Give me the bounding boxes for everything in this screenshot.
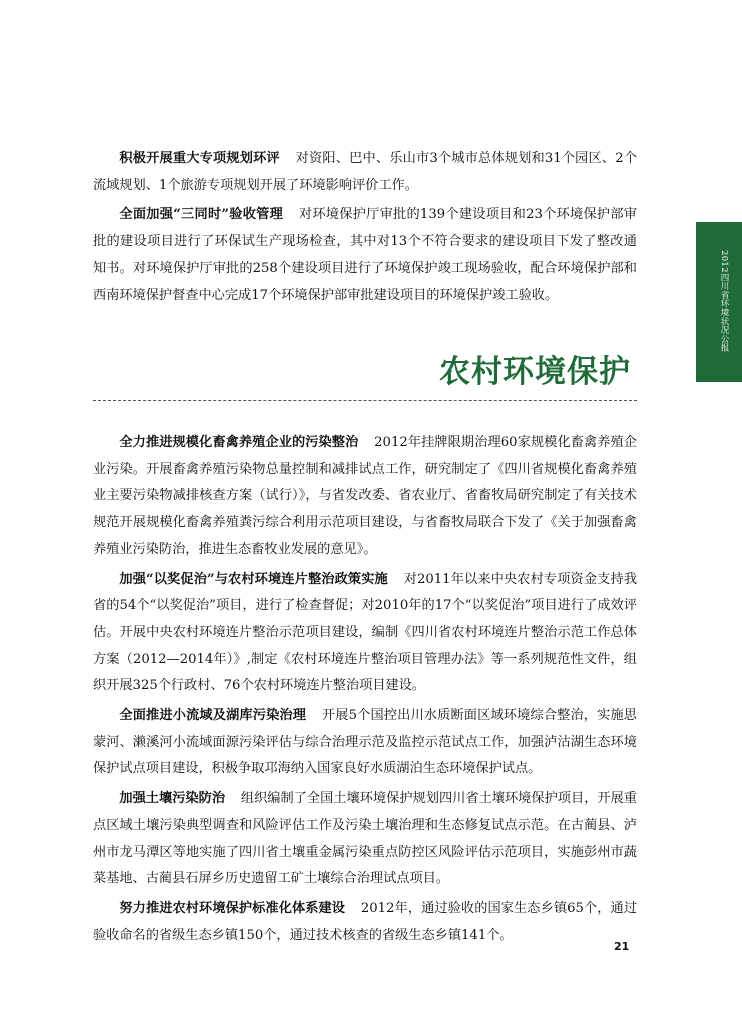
paragraph-soil xyxy=(93,786,637,893)
paragraph-body: 开展5个国控出川水质断面区域环境综合整治，实施思蒙河、濑溪河小流域面源污染评估与综合治理示范及监控示范试点工作，加强泸沽湖生态环境保护试点项目建设，积极争取邛海纳入国家良好水质湖泊生态环境保护试点。 xyxy=(93,708,637,777)
sidebar-label: 2012四川省环境状况公报 xyxy=(719,249,729,353)
paragraph-body: 对资阳、巴中、乐山市3个城市总体规划和31个园区、2个流域规划、1个旅游专项规划开展了环境影响评价工作。 xyxy=(93,151,638,193)
paragraph-livestock xyxy=(93,430,637,564)
paragraph-lead: 全面推进小流域及湖库污染治理 xyxy=(119,708,307,724)
section-heading xyxy=(93,344,637,406)
paragraph-body: 2012年挂牌限期治理60家规模化畜禽养殖企业污染。开展畜禽养殖污染物总量控制和减排试点工作，研究制定了《四川省规模化畜禽养殖业主要污染物减排核查方案（试行）》，与省发改委、省农业厅、省畜牧局研究制定了有关技术规范开展规模化畜禽养殖粪污综合利用示范项目建设，与省畜牧局联合下发了《关于加强畜禽养殖业污染防治，推进生态畜牧业发展的意见》。 xyxy=(93,435,637,557)
paragraph-lead: 积极开展重大专项规划环评 xyxy=(119,151,280,166)
section-title: 农村环境保护 xyxy=(439,354,631,390)
page-number: 21 xyxy=(614,940,630,953)
paragraph-lead: 全力推进规模化畜禽养殖企业的污染整治 xyxy=(119,435,359,450)
paragraph-lead: 加强“以奖促治”与农村环境连片整治政策实施 xyxy=(119,571,388,587)
paragraph-body: 对环境保护厅审批的139个建设项目和23个环境保护部审批的建设项目进行了环保试生产现场检查，其中对13个不符合要求的建设项目下发了整改通知书。对环境保护厅审批的258个建设项目进行了环境保护竣工现场验收，配合环境保护部和西南环境保护督查中心完成17个环境保护部审批建设项目的环境保护竣工验收。 xyxy=(93,207,637,303)
paragraph-body: 组织编制了全国土壤环境保护规划四川省土壤环境保护项目，开展重点区域土壤污染典型调查和风险评估工作及污染土壤治理和生态修复试点示范。在古蔺县、泸州市龙马潭区等地实施了四川省土壤重金属污染重点防控区风险评估示范项目，实施彭州市蔬菜基地、古蔺县石屏乡历史遗留工矿土壤综合治理试点项目。 xyxy=(93,791,638,887)
paragraph-special-planning-eia xyxy=(93,146,637,199)
rural-section xyxy=(93,430,637,952)
paragraph-lead: 全面加强“三同时”验收管理 xyxy=(119,207,284,223)
section-divider xyxy=(93,400,637,401)
paragraph-standardization xyxy=(93,896,637,949)
paragraph-body: 对2011年以来中央农村专项资金支持我省的54个“以奖促治”项目，进行了检查督促；对2010年的17个“以奖促治”项目进行了成效评估。开展中央农村环境连片整治示范项目建设，编制《四川省农村环境连片整治示范工作总体方案（2012—2014年）》,制定《农村环境连片整治项目管理办法》等一系列规范性文件，组织开展325个行政村、76个农村环境连片整治项目建设。 xyxy=(93,571,638,694)
paragraph-body: 2012年，通过验收的国家生态乡镇65个，通过验收命名的省级生态乡镇150个，通过技术核查的省级生态乡镇141个。 xyxy=(93,900,638,943)
paragraph-lead: 努力推进农村环境保护标准化体系建设 xyxy=(119,900,346,916)
paragraph-three-simultaneous xyxy=(93,202,637,309)
intro-section xyxy=(93,146,637,312)
paragraph-lead: 加强土壤污染防治 xyxy=(119,791,226,807)
paragraph-watershed xyxy=(93,703,637,783)
paragraph-reward-governance xyxy=(93,567,637,701)
